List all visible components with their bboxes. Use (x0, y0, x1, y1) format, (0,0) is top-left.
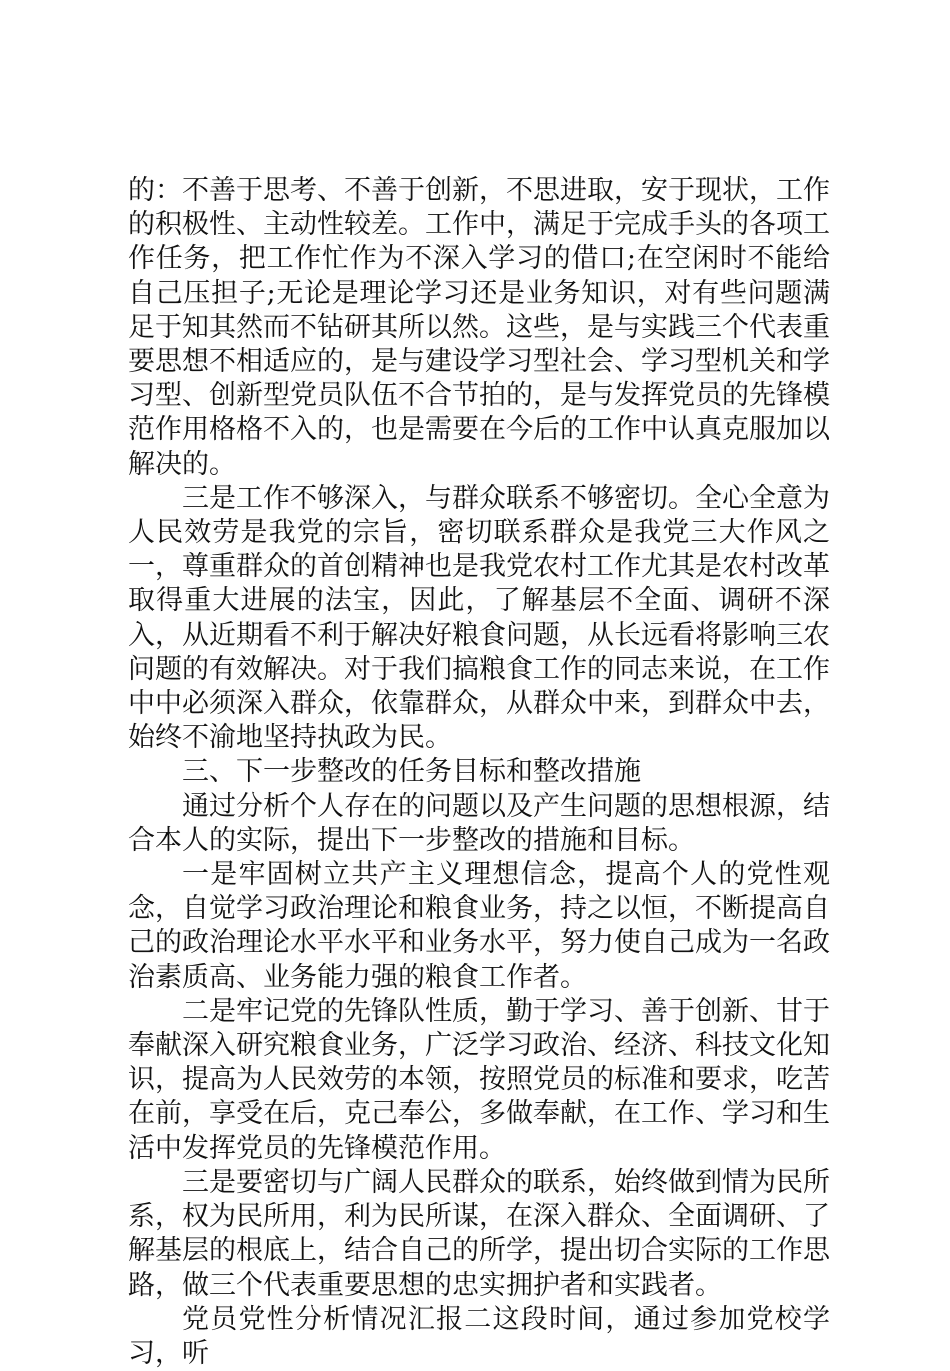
document-body (128, 174, 830, 1371)
paragraph: 党员党性分析情况汇报二这段时间，通过参加党校学习，听 (128, 1303, 830, 1369)
section-heading: 三、下一步整改的任务目标和整改措施 (182, 756, 641, 788)
paragraph: 三是要密切与广阔人民群众的联系，始终做到情为民所系，权为民所用，利为民所谋，在深入群众、全面调研、了解基层的根底上，结合自己的所学，提出切合实际的工作思路，做三个代表重要思想的忠实拥护者和实践者。 (128, 1166, 830, 1301)
paragraph: 的：不善于思考、不善于创新，不思进取，安于现状，工作的积极性、主动性较差。工作中，满足于完成手头的各项工作任务，把工作忙作为不深入学习的借口;在空闲时不能给自己压担子;无论是理论学习还是业务知识，对有些问题满足于知其然而不钻研其所以然。这些，是与实践三个代表重要思想不相适应的，是与建设学习型社会、学习型机关和学习型、创新型党员队伍不合节拍的，是与发挥党员的先锋模范作用格格不入的，也是需要在今后的工作中认真克服加以解决的。 (128, 175, 830, 480)
paragraph: 二是牢记党的先锋队性质，勤于学习、善于创新、甘于奉献深入研究粮食业务，广泛学习政治、经济、科技文化知识，提高为人民效劳的本领，按照党员的标准和要求，吃苦在前，享受在后，克己奉公，多做奉献，在工作、学习和生活中发挥党员的先锋模范作用。 (128, 995, 830, 1164)
paragraph: 一是牢固树立共产主义理想信念，提高个人的党性观念，自觉学习政治理论和粮食业务，持之以恒，不断提高自己的政治理论水平水平和业务水平，努力使自己成为一名政治素质高、业务能力强的粮食工作者。 (128, 859, 830, 993)
paragraph: 通过分析个人存在的问题以及产生问题的思想根源，结合本人的实际，提出下一步整改的措施和目标。 (128, 790, 830, 856)
paragraph: 三是工作不够深入，与群众联系不够密切。全心全意为人民效劳是我党的宗旨，密切联系群众是我党三大作风之一，尊重群众的首创精神也是我党农村工作尤其是农村改革取得重大进展的法宝，因此，了解基层不全面、调研不深入，从近期看不利于解决好粮食问题，从长远看将影响三农问题的有效解决。对于我们搞粮食工作的同志来说，在工作中中必须深入群众，依靠群众，从群众中来，到群众中去，始终不渝地坚持执政为民。 (128, 482, 830, 754)
